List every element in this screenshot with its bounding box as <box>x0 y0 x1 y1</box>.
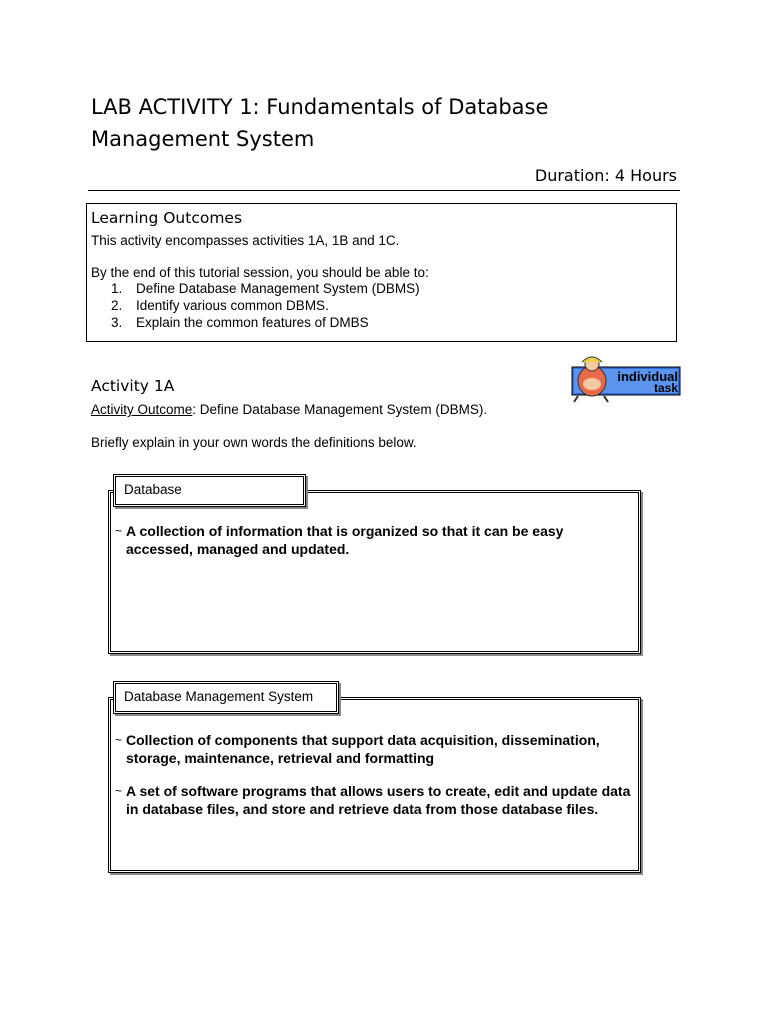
database-label-tab: Database <box>113 474 306 507</box>
database-definition <box>115 522 620 558</box>
duration-label: Duration: 4 Hours <box>534 166 677 185</box>
dbms-label-tab: Database Management System <box>113 681 339 714</box>
dbms-answer-text-1: Collection of components that support data acquisition, dissemination, storage, maintenance, retrieval and formatting <box>126 732 600 766</box>
activity-instruction: Briefly explain in your own words the definitions below. <box>91 435 417 450</box>
dbms-answer-text-2: A set of software programs that allows users to create, edit and update data in database files, and store and retrieve data from those database files. <box>126 783 631 817</box>
list-item: 3. Explain the common features of DMBS <box>111 315 369 330</box>
answer-marker: ~ <box>115 784 123 798</box>
title-divider <box>88 190 680 191</box>
dbms-definition-2 <box>115 782 637 818</box>
individual-task-badge <box>570 352 683 404</box>
badge-line2: task <box>653 381 678 395</box>
answer-marker: ~ <box>115 733 123 747</box>
list-item: 1. Define Database Management System (DBMS) <box>111 281 420 296</box>
database-definition-box <box>108 490 641 654</box>
answer-marker: ~ <box>115 524 123 538</box>
learning-outcomes-list <box>111 280 420 331</box>
learning-outcomes-heading: Learning Outcomes <box>91 209 243 227</box>
learning-outcomes-lead: By the end of this tutorial session, you should be able to: <box>91 265 429 280</box>
list-item: 2. Identify various common DBMS. <box>111 298 329 313</box>
badge-line1: individual <box>617 369 678 384</box>
learning-outcomes-box <box>86 203 677 342</box>
page-title: LAB ACTIVITY 1: Fundamentals of Database Management System <box>91 95 549 151</box>
activity-outcome-text: : Define Database Management System (DBMS). <box>192 402 488 417</box>
dbms-definition-1 <box>115 731 640 767</box>
activity-outcome <box>91 402 487 417</box>
activity-outcome-label: Activity Outcome <box>91 402 193 417</box>
database-answer-text: A collection of information that is organized so that it can be easy accessed, managed and updated. <box>126 523 564 557</box>
activity-heading: Activity 1A <box>91 377 175 395</box>
learning-outcomes-intro: This activity encompasses activities 1A, 1B and 1C. <box>91 233 400 248</box>
